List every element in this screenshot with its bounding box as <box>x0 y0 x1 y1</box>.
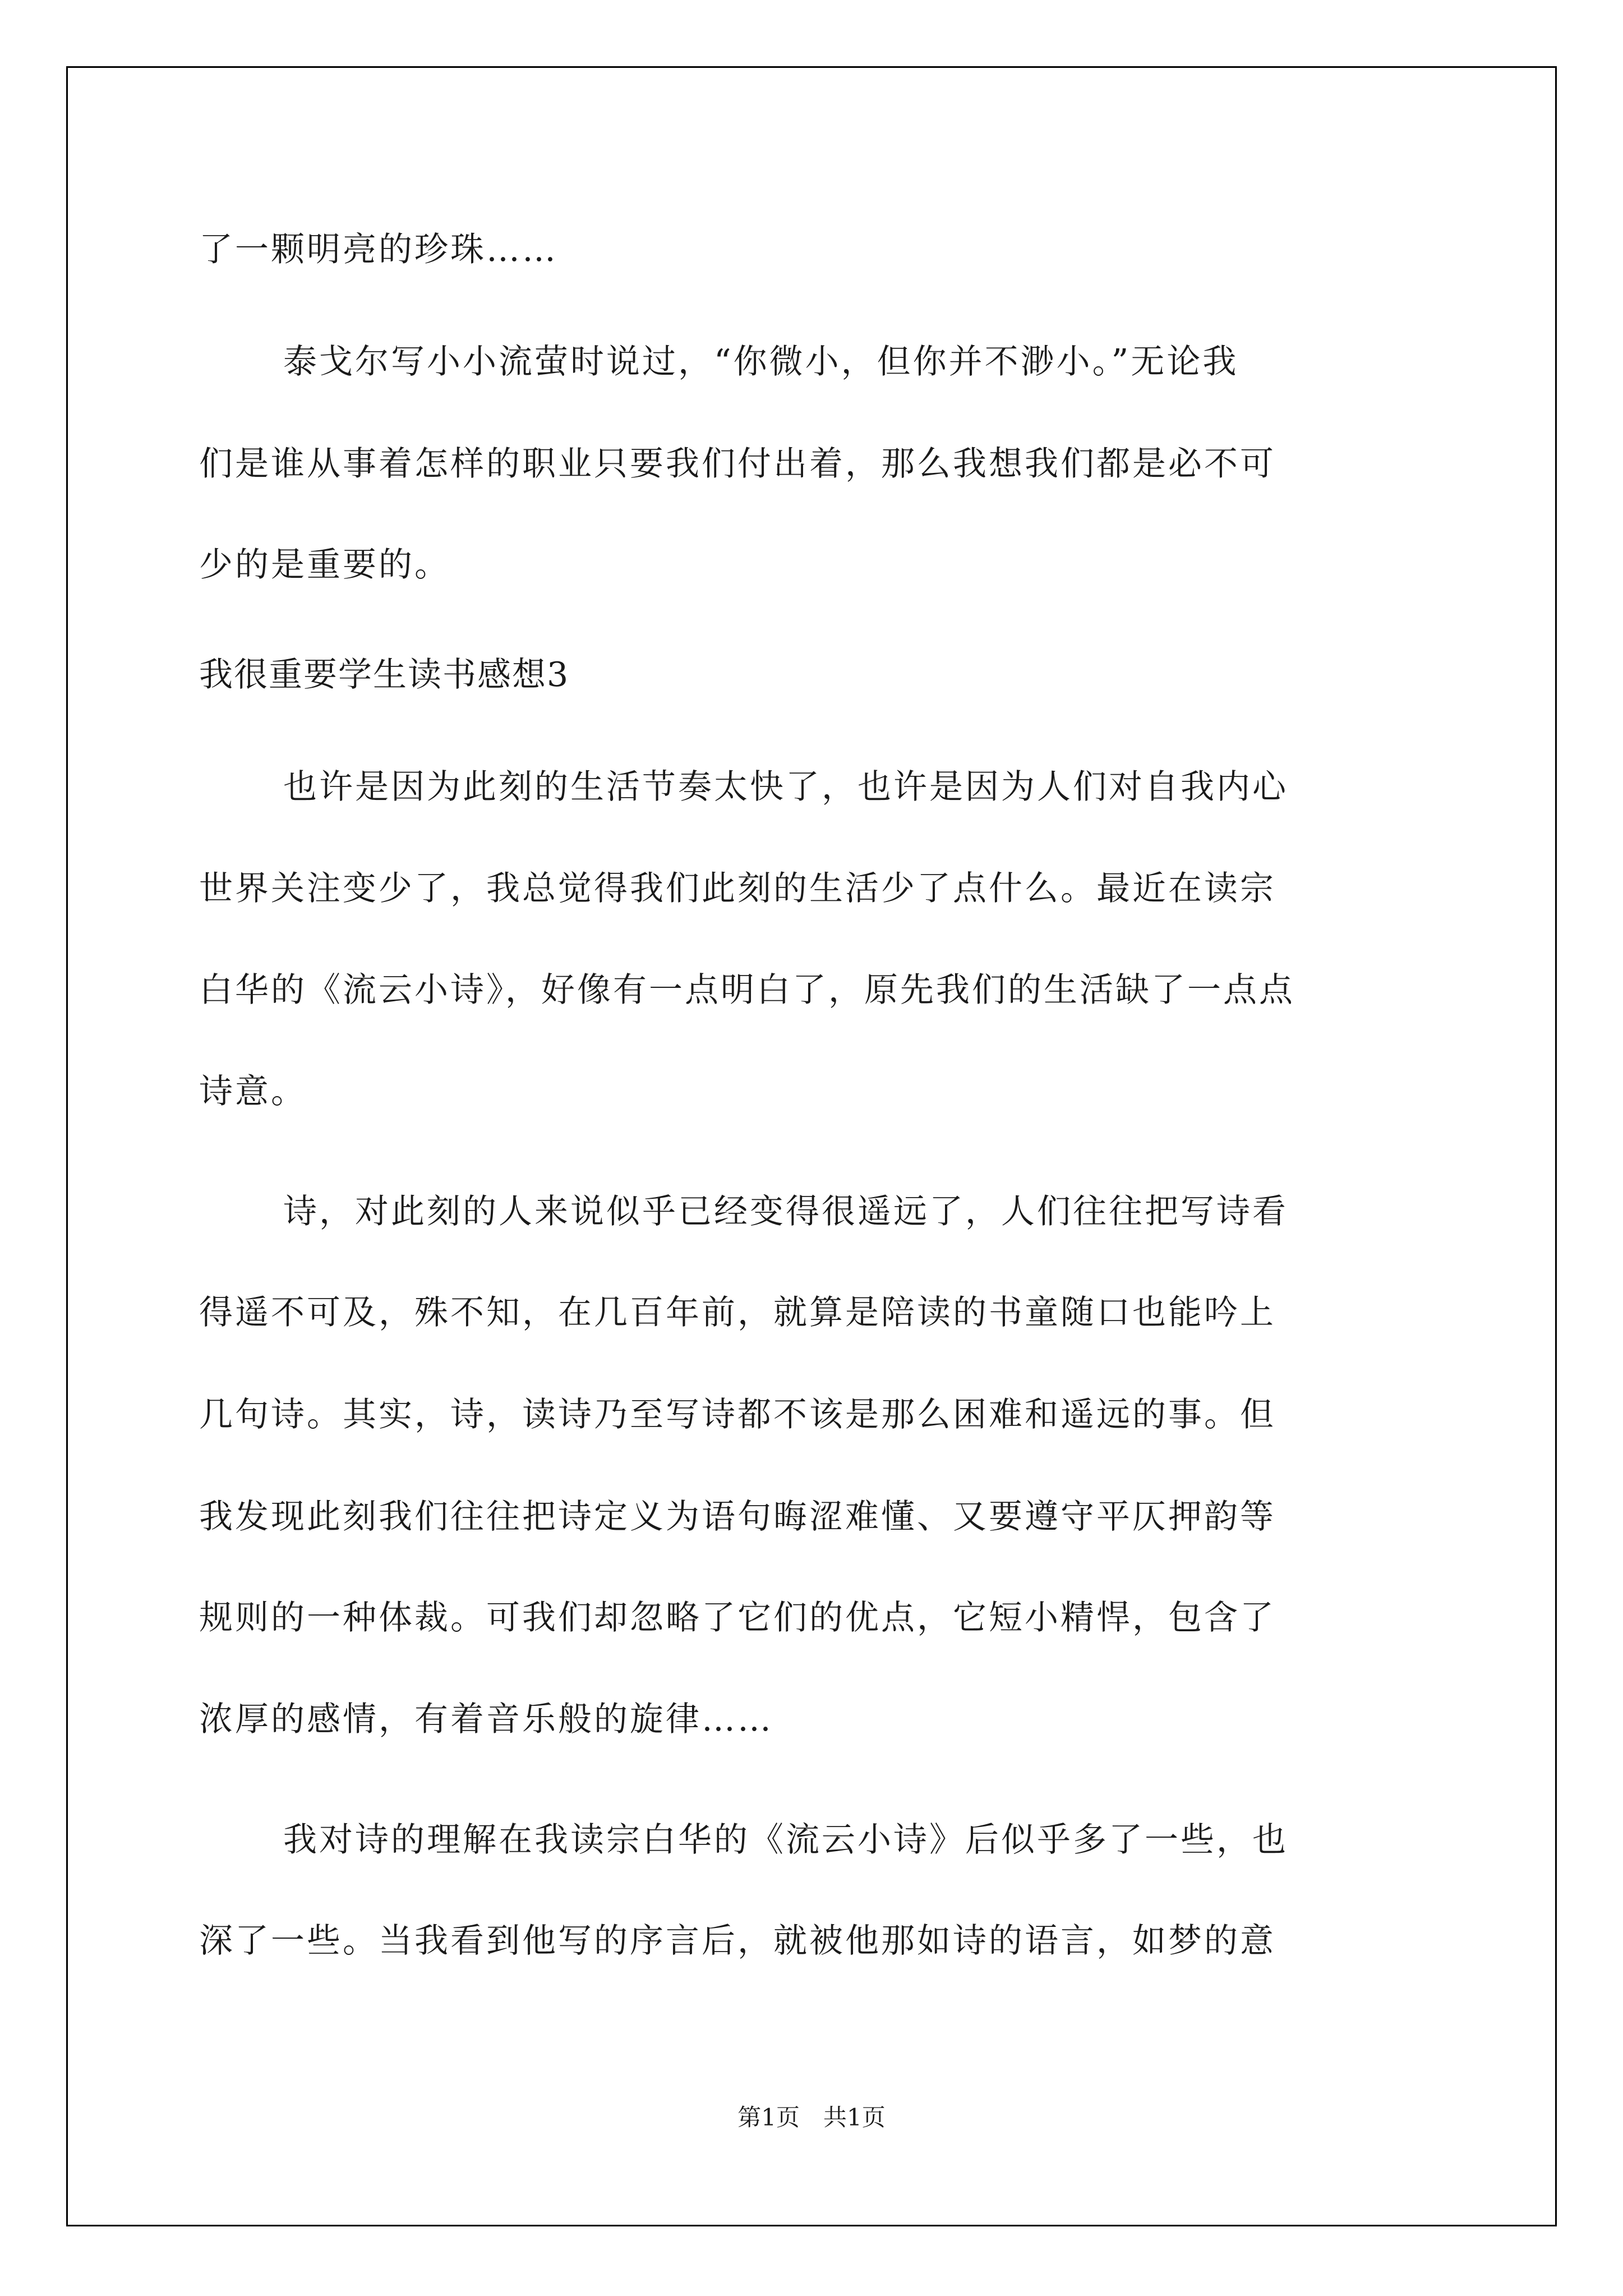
paragraph-line: 泰戈尔写小小流萤时说过，“你微小，但你并不渺小。”无论我 <box>283 342 1239 381</box>
paragraph-line: 也许是因为此刻的生活节奏太快了，也许是因为人们对自我内心 <box>283 767 1288 807</box>
paragraph-line: 几句诗。其实，诗，读诗乃至写诗都不该是那么困难和遥远的事。但 <box>199 1395 1276 1434</box>
page-border <box>66 66 1557 2226</box>
paragraph-line: 浓厚的感情，有着音乐般的旋律…… <box>199 1700 773 1739</box>
paragraph-line: 诗，对此刻的人来说似乎已经变得很遥远了，人们往往把写诗看 <box>283 1192 1288 1231</box>
paragraph-line: 得遥不可及，殊不知，在几百年前，就算是陪读的书童随口也能吟上 <box>199 1293 1276 1332</box>
paragraph-line: 诗意。 <box>199 1072 307 1111</box>
paragraph-line: 规则的一种体裁。可我们却忽略了它们的优点，它短小精悍，包含了 <box>199 1598 1276 1637</box>
paragraph-line: 我对诗的理解在我读宗白华的《流云小诗》后似乎多了一些，也 <box>283 1820 1288 1860</box>
paragraph-line: 白华的《流云小诗》，好像有一点明白了，原先我们的生活缺了一点点 <box>199 970 1295 1010</box>
section-heading: 我很重要学生读书感想3 <box>199 655 570 694</box>
page-number-footer: 第1页 共1页 <box>737 2104 886 2131</box>
paragraph-line: 我发现此刻我们往往把诗定义为语句晦涩难懂、又要遵守平仄押韵等 <box>199 1497 1276 1536</box>
paragraph-line: 深了一些。当我看到他写的序言后，就被他那如诗的语言，如梦的意 <box>199 1921 1276 1961</box>
paragraph-line: 了一颗明亮的珍珠…… <box>199 230 558 269</box>
paragraph-line: 们是谁从事着怎样的职业只要我们付出着，那么我想我们都是必不可 <box>199 444 1276 484</box>
paragraph-line: 世界关注变少了，我总觉得我们此刻的生活少了点什么。最近在读宗 <box>199 869 1276 908</box>
paragraph-line: 少的是重要的。 <box>199 545 450 585</box>
